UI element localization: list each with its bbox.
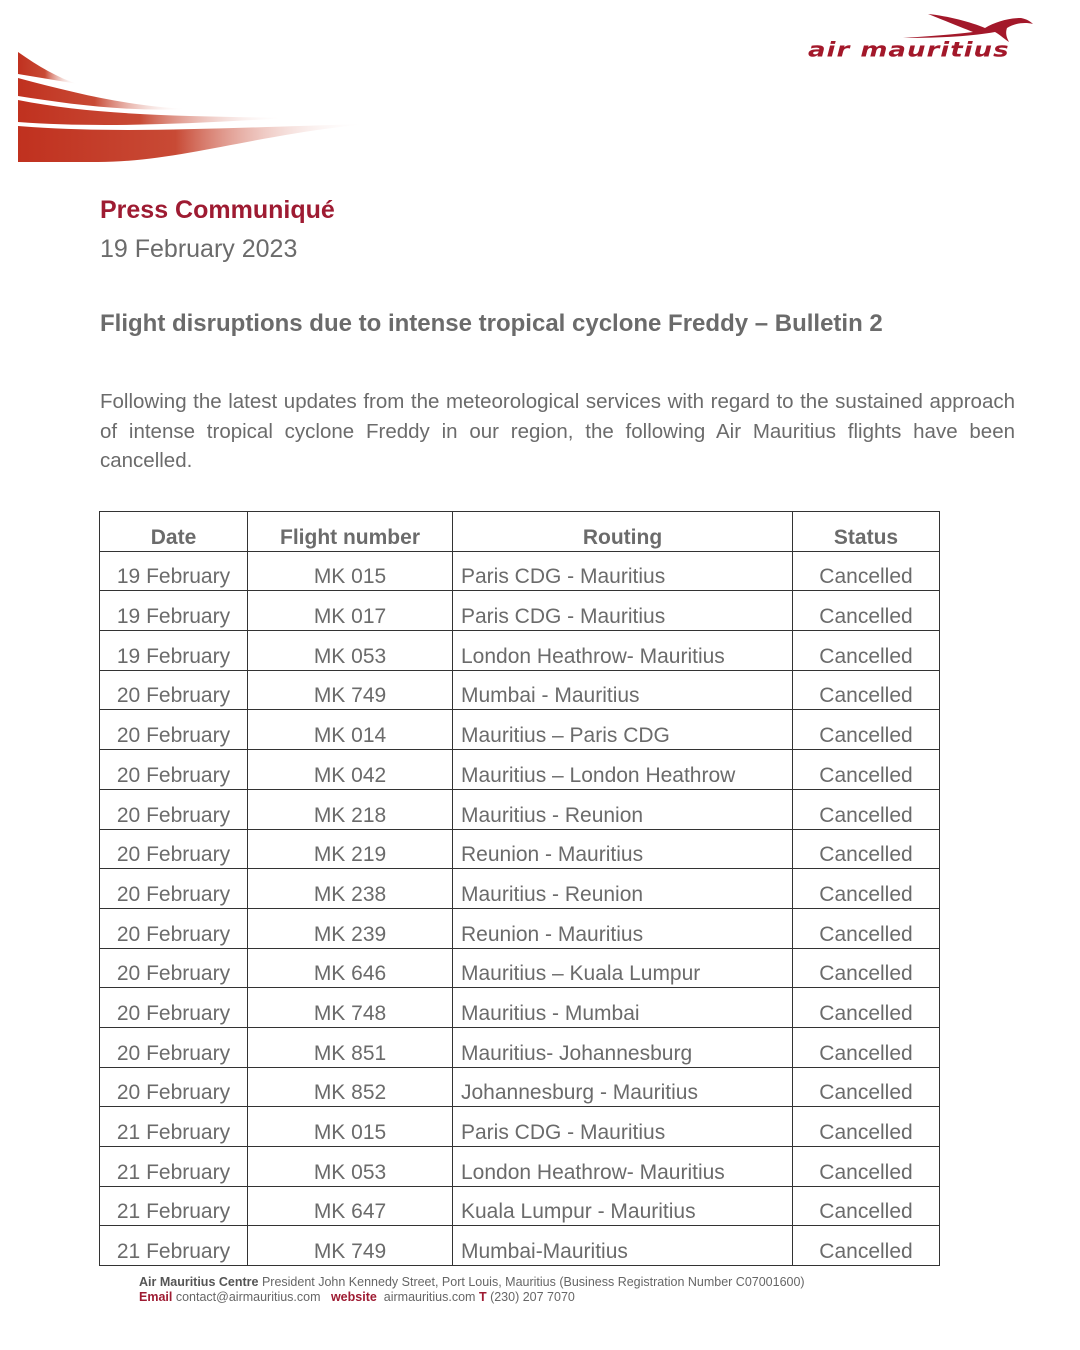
cancelled-flights-table	[99, 511, 940, 1266]
table-row	[100, 710, 940, 750]
cell-routing: Mauritius – London Heathrow	[453, 750, 793, 790]
cell-routing: Mauritius – Kuala Lumpur	[453, 948, 793, 988]
cell-status: Cancelled	[793, 1147, 940, 1187]
cell-flight: MK 239	[248, 908, 453, 948]
cell-routing: Johannesburg - Mauritius	[453, 1067, 793, 1107]
cell-routing: Paris CDG - Mauritius	[453, 591, 793, 631]
swoosh-decoration	[18, 52, 368, 164]
cell-status: Cancelled	[793, 1067, 940, 1107]
footer-contact-line	[139, 1290, 805, 1305]
document-title: Press Communiqué	[100, 196, 335, 224]
cell-routing: Reunion - Mauritius	[453, 829, 793, 869]
table-row	[100, 551, 940, 591]
cell-routing: Mumbai - Mauritius	[453, 670, 793, 710]
table-row	[100, 869, 940, 909]
footer	[139, 1275, 805, 1305]
cell-flight: MK 749	[248, 1226, 453, 1266]
cell-flight: MK 219	[248, 829, 453, 869]
cell-flight: MK 015	[248, 551, 453, 591]
footer-address: President John Kennedy Street, Port Louis, Mauritius (Business Registration Number C07001600)	[261, 1275, 805, 1289]
cell-status: Cancelled	[793, 551, 940, 591]
cell-date: 20 February	[100, 988, 248, 1028]
cell-routing: Reunion - Mauritius	[453, 908, 793, 948]
cell-flight: MK 852	[248, 1067, 453, 1107]
table-row	[100, 1186, 940, 1226]
cell-flight: MK 646	[248, 948, 453, 988]
cell-date: 21 February	[100, 1147, 248, 1187]
cell-status: Cancelled	[793, 710, 940, 750]
table-row	[100, 908, 940, 948]
table-row	[100, 1027, 940, 1067]
table-row	[100, 1067, 940, 1107]
cell-status: Cancelled	[793, 948, 940, 988]
cell-status: Cancelled	[793, 1226, 940, 1266]
cell-date: 20 February	[100, 948, 248, 988]
footer-phone-label: T	[478, 1290, 487, 1304]
cell-routing: Mauritius - Reunion	[453, 789, 793, 829]
cell-routing: Mauritius – Paris CDG	[453, 710, 793, 750]
cell-status: Cancelled	[793, 829, 940, 869]
cell-status: Cancelled	[793, 591, 940, 631]
cell-date: 19 February	[100, 591, 248, 631]
intro-paragraph: Following the latest updates from the meteorological services with regard to the sustained approach of intense tropical cyclone Freddy in our region, the following Air Mauritius flights have been cancelled.	[100, 390, 1015, 472]
header-status: Status	[793, 512, 940, 552]
cell-date: 20 February	[100, 1067, 248, 1107]
cell-flight: MK 015	[248, 1107, 453, 1147]
cell-date: 21 February	[100, 1107, 248, 1147]
cell-status: Cancelled	[793, 1027, 940, 1067]
cell-status: Cancelled	[793, 670, 940, 710]
cell-flight: MK 647	[248, 1186, 453, 1226]
footer-website-label: website	[330, 1290, 377, 1304]
table-row	[100, 829, 940, 869]
cell-routing: Kuala Lumpur - Mauritius	[453, 1186, 793, 1226]
table-row	[100, 948, 940, 988]
cell-flight: MK 748	[248, 988, 453, 1028]
table-row	[100, 591, 940, 631]
document-date: 19 February 2023	[100, 235, 298, 263]
cell-date: 21 February	[100, 1226, 248, 1266]
table-row	[100, 670, 940, 710]
cell-date: 20 February	[100, 908, 248, 948]
header-routing: Routing	[453, 512, 793, 552]
cell-date: 19 February	[100, 631, 248, 671]
logo-wordmark: air mauritius	[808, 38, 1010, 62]
cell-status: Cancelled	[793, 750, 940, 790]
cell-flight: MK 851	[248, 1027, 453, 1067]
footer-email-link[interactable]: contact@airmauritius.com	[175, 1290, 321, 1304]
cell-status: Cancelled	[793, 1107, 940, 1147]
cell-flight: MK 749	[248, 670, 453, 710]
cell-flight: MK 053	[248, 1147, 453, 1187]
cell-status: Cancelled	[793, 908, 940, 948]
cell-date: 20 February	[100, 750, 248, 790]
cell-routing: Mauritius - Mumbai	[453, 988, 793, 1028]
table-row	[100, 1107, 940, 1147]
cell-date: 19 February	[100, 551, 248, 591]
header-date: Date	[100, 512, 248, 552]
cell-routing: London Heathrow- Mauritius	[453, 1147, 793, 1187]
cell-routing: Mauritius- Johannesburg	[453, 1027, 793, 1067]
cell-routing: Mauritius - Reunion	[453, 869, 793, 909]
table-row	[100, 988, 940, 1028]
table-row	[100, 631, 940, 671]
table-header-row	[100, 512, 940, 552]
cell-flight: MK 218	[248, 789, 453, 829]
table-row	[100, 750, 940, 790]
table-row	[100, 1226, 940, 1266]
cell-flight: MK 042	[248, 750, 453, 790]
cell-flight: MK 053	[248, 631, 453, 671]
cell-flight: MK 238	[248, 869, 453, 909]
footer-website-link[interactable]: airmauritius.com	[383, 1290, 476, 1304]
cell-date: 20 February	[100, 829, 248, 869]
cell-date: 20 February	[100, 789, 248, 829]
cell-date: 20 February	[100, 1027, 248, 1067]
cell-routing: Paris CDG - Mauritius	[453, 551, 793, 591]
table-row	[100, 789, 940, 829]
cell-status: Cancelled	[793, 988, 940, 1028]
cell-status: Cancelled	[793, 631, 940, 671]
cell-date: 20 February	[100, 710, 248, 750]
headline: Flight disruptions due to intense tropical cyclone Freddy – Bulletin 2	[100, 310, 883, 337]
cell-date: 20 February	[100, 869, 248, 909]
cell-routing: Paris CDG - Mauritius	[453, 1107, 793, 1147]
cell-routing: Mumbai-Mauritius	[453, 1226, 793, 1266]
footer-org-label: Air Mauritius Centre	[139, 1275, 259, 1289]
cell-status: Cancelled	[793, 789, 940, 829]
cell-flight: MK 014	[248, 710, 453, 750]
table-row	[100, 1147, 940, 1187]
cell-date: 20 February	[100, 670, 248, 710]
air-mauritius-logo	[808, 10, 1043, 70]
cell-date: 21 February	[100, 1186, 248, 1226]
footer-phone: (230) 207 7070	[490, 1290, 575, 1304]
header-flight-number: Flight number	[248, 512, 453, 552]
footer-address-line	[139, 1275, 805, 1290]
cell-flight: MK 017	[248, 591, 453, 631]
footer-email-label: Email	[139, 1290, 173, 1304]
cell-status: Cancelled	[793, 1186, 940, 1226]
cell-routing: London Heathrow- Mauritius	[453, 631, 793, 671]
cell-status: Cancelled	[793, 869, 940, 909]
